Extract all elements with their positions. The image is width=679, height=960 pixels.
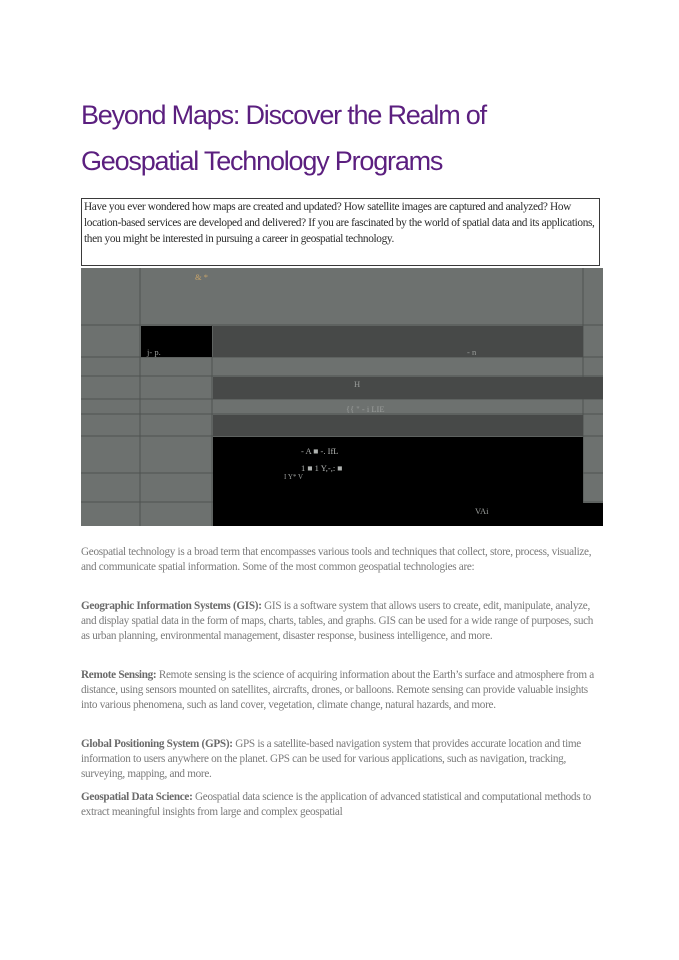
title-line-1: Beyond Maps: Discover the Realm of bbox=[81, 100, 486, 130]
geospatial-data-science-text: Geospatial data science is the application of advanced statistical and computational methods to extract meaningful insights from large and complex geospatial bbox=[81, 791, 591, 818]
artifact-text-4: H bbox=[354, 379, 361, 389]
artifact-text-8: I Y* V bbox=[284, 473, 304, 481]
dark-band-2 bbox=[213, 377, 603, 399]
intro-paragraph-text: Geospatial technology is a broad term that encompasses various tools and techniques that collect, store, process, visualize, and communicate spatial information. Some of the most common geospatial technologies are: bbox=[81, 546, 592, 573]
embedded-image bbox=[81, 268, 603, 526]
black-block-right bbox=[583, 503, 603, 526]
intro-box bbox=[81, 198, 600, 266]
remote-sensing-paragraph bbox=[81, 668, 602, 713]
geospatial-data-science-term: Geospatial Data Science: bbox=[81, 791, 193, 803]
remote-sensing-term: Remote Sensing: bbox=[81, 669, 157, 681]
artifact-text-1: & * bbox=[195, 272, 208, 282]
black-block bbox=[213, 437, 583, 526]
artifact-text-7: 1 ■ 1 Y,-,: ■ bbox=[301, 463, 343, 473]
artifact-text-5: {{ " - i LIE bbox=[346, 404, 385, 414]
artifact-text-3: - n bbox=[467, 347, 477, 357]
geospatial-data-science-paragraph bbox=[81, 790, 602, 820]
dark-band-3 bbox=[213, 415, 583, 436]
gis-paragraph bbox=[81, 599, 602, 644]
remote-sensing-text: Remote sensing is the science of acquiring information about the Earth’s surface and atmosphere from a distance, using sensors mounted on satellites, aircrafts, drones, or balloons. Remote sensing can provide valuable insights into various phenomena, such as land cover, vegetation, climate change, natural hazards, and more. bbox=[81, 669, 594, 711]
title-line-2: Geospatial Technology Programs bbox=[81, 146, 443, 176]
gis-text: GIS is a software system that allows users to create, edit, manipulate, analyze, and display spatial data in the form of maps, charts, tables, and graphs. GIS can be used for a wide range of purposes, such as urban planning, environmental management, disaster response, business intelligence, and more. bbox=[81, 600, 594, 642]
gis-term: Geographic Information Systems (GIS): bbox=[81, 600, 262, 612]
page-title bbox=[81, 92, 621, 184]
dark-band-1 bbox=[213, 326, 583, 357]
artifact-text-6: - A ■ -. IfL bbox=[301, 446, 339, 456]
artifact-text-9: VAi bbox=[475, 506, 489, 516]
intro-paragraph bbox=[81, 545, 602, 575]
artifact-text-2: j- p. bbox=[147, 347, 161, 357]
gps-text: GPS is a satellite-based navigation system that provides accurate location and time information to users anywhere on the planet. GPS can be used for various applications, such as navigation, tracking, surveying, mapping, and more. bbox=[81, 738, 581, 780]
intro-text: Have you ever wondered how maps are created and updated? How satellite images are captured and analyzed? How location-based services are developed and delivered? If you are fascinated by the world of spatial data and its applications, then you might be interested in pursuing a career in geospatial technology. bbox=[84, 201, 595, 246]
gps-term: Global Positioning System (GPS): bbox=[81, 738, 233, 750]
gps-paragraph bbox=[81, 737, 602, 782]
